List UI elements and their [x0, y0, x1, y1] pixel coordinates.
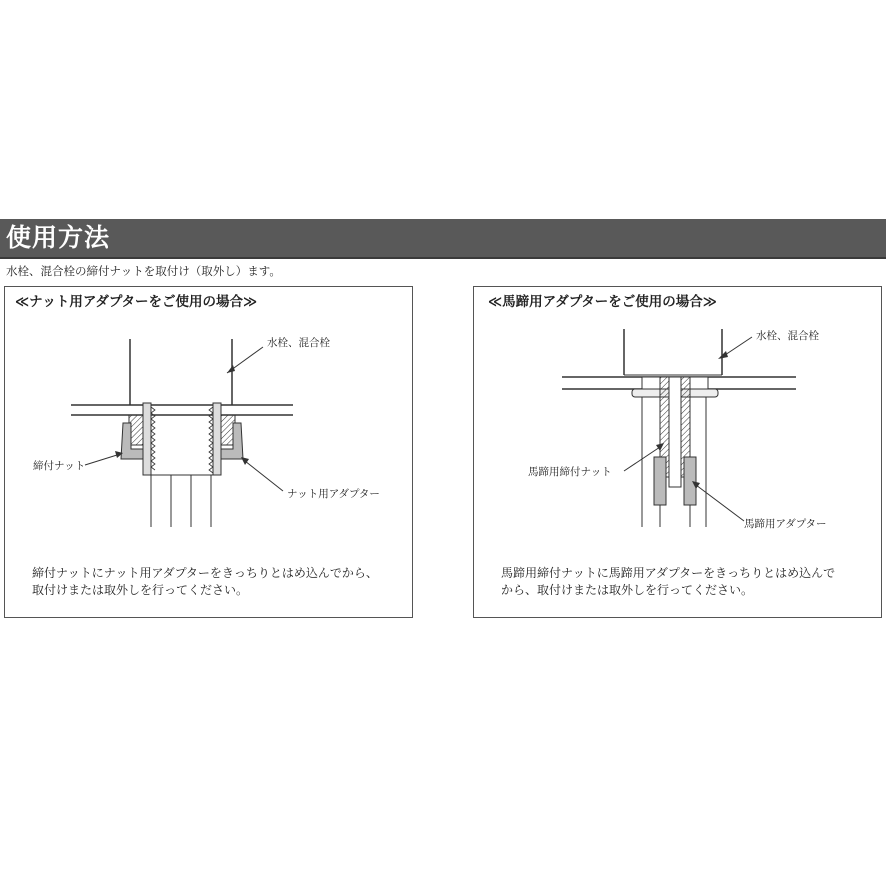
- section-title: 使用方法: [6, 223, 111, 252]
- panel-horseshoe-adapter: [473, 286, 882, 618]
- thread-marks-right: [209, 407, 213, 473]
- shank-thread-left: [143, 403, 151, 475]
- arrow-faucet: [227, 365, 235, 373]
- center-stud: [669, 377, 681, 487]
- label-faucet: 水栓、混合栓: [756, 330, 819, 342]
- panel-right-desc-line2: から、取付けまたは取外しを行ってください。: [501, 583, 754, 597]
- label-horseshoe-nut: 馬蹄用締付ナット: [528, 466, 612, 478]
- panel-left-desc-line2: 取付けまたは取外しを行ってください。: [32, 583, 249, 597]
- horseshoe-adapter-left: [654, 457, 666, 505]
- panel-left-title: ≪ナット用アダプターをご使用の場合≫: [15, 294, 258, 310]
- panel-left-description: [32, 565, 378, 599]
- leader-adapter: [696, 485, 744, 521]
- label-faucet: 水栓、混合栓: [267, 337, 330, 349]
- label-horseshoe-adapter: 馬蹄用アダプター: [744, 518, 827, 530]
- panel-right-desc-line1: 馬蹄用締付ナットに馬蹄用アダプターをきっちりとはめ込んで: [501, 566, 836, 580]
- panel-nut-adapter: [4, 286, 413, 618]
- intro-text: 水栓、混合栓の締付ナットを取付け（取外し）ます。: [6, 264, 281, 278]
- panel-right-description: [501, 565, 835, 599]
- horseshoe-adapter-right: [684, 457, 696, 505]
- label-nut-adapter: ナット用アダプター: [287, 488, 380, 500]
- leader-nut: [85, 455, 117, 465]
- leader-adapter: [245, 461, 283, 491]
- shank-thread-right: [213, 403, 221, 475]
- arrow-faucet: [718, 351, 728, 359]
- label-tightening-nut: 締付ナット: [33, 460, 86, 472]
- thread-marks-left: [151, 407, 155, 470]
- panel-right-title: ≪馬蹄用アダプターをご使用の場合≫: [488, 294, 717, 310]
- section-header: [0, 219, 886, 259]
- panel-left-desc-line1: 締付ナットにナット用アダプターをきっちりとはめ込んでから、: [32, 566, 378, 580]
